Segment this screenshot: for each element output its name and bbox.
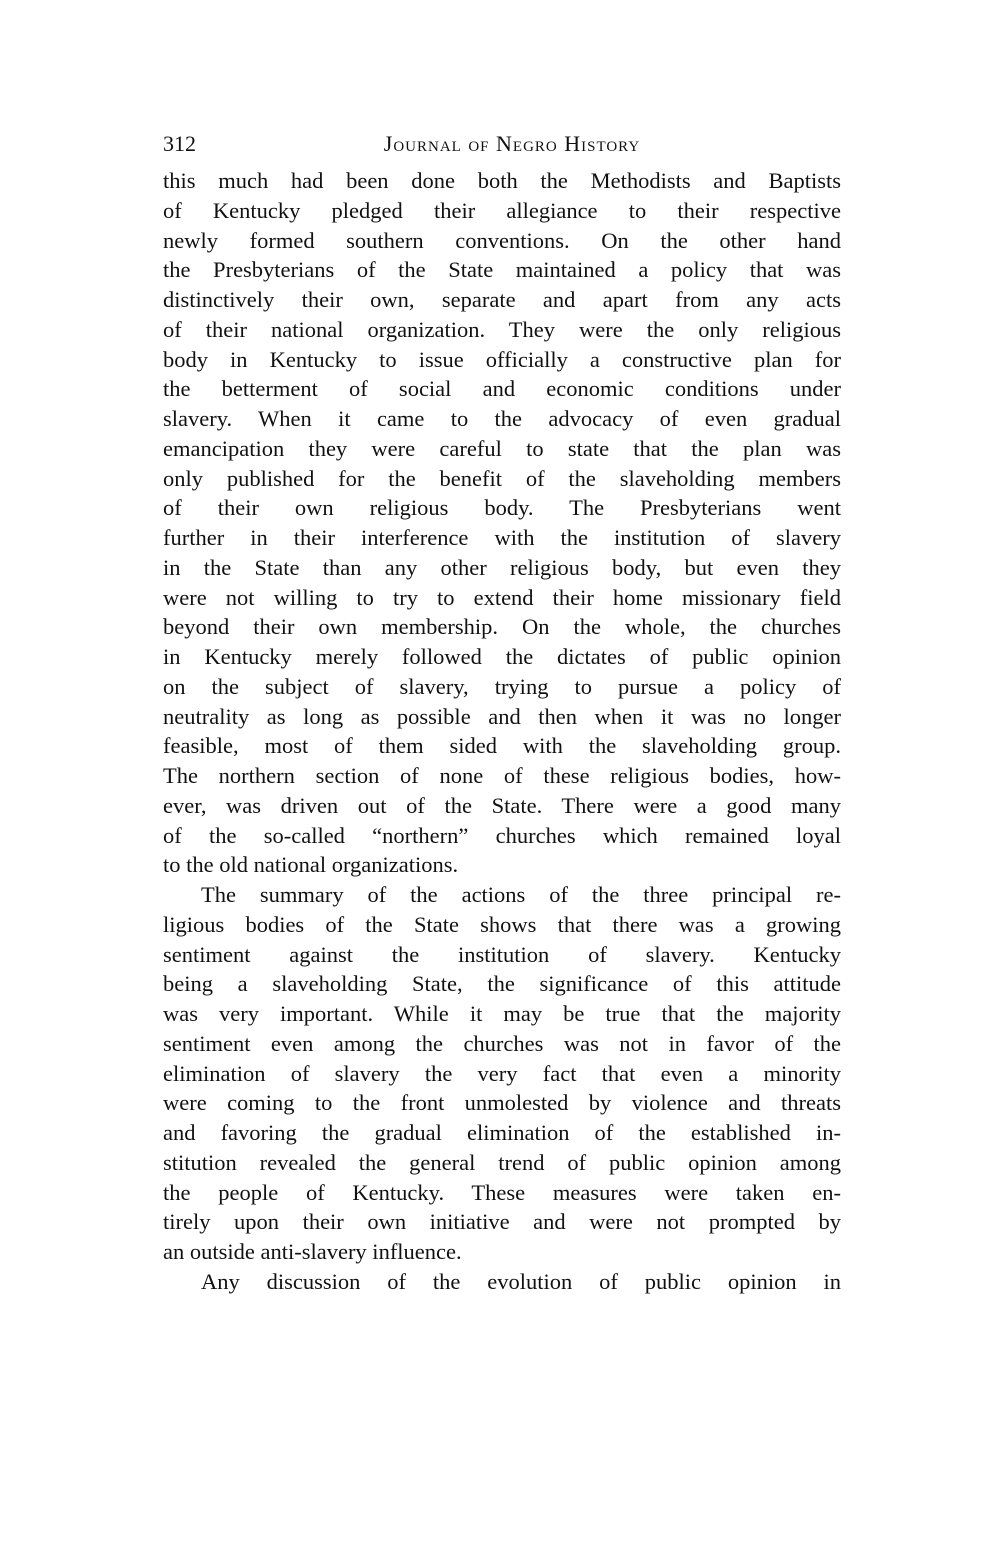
text-line: of Kentucky pledged their allegiance to their respective: [163, 197, 841, 223]
text-line: on the subject of slavery, trying to pursue a policy of: [163, 673, 841, 699]
text-line: stitution revealed the general trend of public opinion among: [163, 1149, 841, 1175]
text-line: being a slaveholding State, the significance of this attitude: [163, 971, 841, 997]
text-line: neutrality as long as possible and then when it was no longer: [163, 703, 841, 729]
text-line: the people of Kentucky. These measures were taken en-: [163, 1179, 841, 1205]
text-line: and favoring the gradual elimination of the established in-: [163, 1120, 841, 1145]
text-line: emancipation they were careful to state that the plan was: [163, 435, 841, 461]
text-line: in the State than any other religious body, but even they: [163, 554, 841, 580]
text-line: newly formed southern conventions. On the other hand: [163, 227, 841, 253]
text-line: this much had been done both the Methodists and Baptists: [163, 168, 841, 193]
page-header: [163, 131, 841, 161]
text-line: sentiment against the institution of slavery. Kentucky: [163, 941, 841, 967]
text-line: The summary of the actions of the three principal re-: [201, 882, 841, 907]
text-line: tirely upon their own initiative and were not prompted by: [163, 1209, 841, 1235]
text-line: were not willing to try to extend their home missionary field: [163, 584, 841, 610]
text-line: the betterment of social and economic conditions under: [163, 376, 841, 402]
text-line: to the old national organizations.: [163, 852, 459, 878]
paragraph: [163, 880, 841, 1267]
text-line: feasible, most of them sided with the slaveholding group.: [163, 733, 841, 759]
text-line: of the so-called “northern” churches which remained loyal: [163, 822, 841, 848]
text-line: elimination of slavery the very fact that even a minority: [163, 1060, 841, 1086]
text-line: was very important. While it may be true that the majority: [163, 1001, 841, 1026]
body-text: [163, 166, 841, 1297]
text-line: an outside anti-slavery influence.: [163, 1239, 462, 1264]
text-line: body in Kentucky to issue officially a constructive plan for: [163, 346, 841, 372]
page-number: 312: [163, 131, 196, 156]
text-line: slavery. When it came to the advocacy of even gradual: [163, 406, 841, 431]
text-line: in Kentucky merely followed the dictates of public opinion: [163, 644, 841, 669]
text-line: ever, was driven out of the State. There were a good many: [163, 792, 841, 818]
text-line: ligious bodies of the State shows that there was a growing: [163, 911, 841, 937]
text-line: of their national organization. They were the only religious: [163, 316, 841, 342]
text-line: only published for the benefit of the slaveholding members: [163, 465, 841, 491]
text-line: sentiment even among the churches was not in favor of the: [163, 1030, 841, 1056]
running-title: Journal of Negro History: [383, 131, 641, 156]
text-line: the Presbyterians of the State maintained a policy that was: [163, 257, 841, 283]
text-line: Any discussion of the evolution of public opinion in: [201, 1268, 841, 1294]
text-line: of their own religious body. The Presbyterians went: [163, 495, 841, 521]
text-line: beyond their own membership. On the whole, the churches: [163, 614, 841, 640]
paragraph: [163, 166, 841, 880]
text-line: were coming to the front unmolested by violence and threats: [163, 1090, 841, 1116]
text-line: further in their interference with the institution of slavery: [163, 525, 841, 550]
text-line: distinctively their own, separate and apart from any acts: [163, 287, 841, 312]
paragraph: [163, 1267, 841, 1297]
text-line: The northern section of none of these religious bodies, how-: [163, 763, 841, 788]
